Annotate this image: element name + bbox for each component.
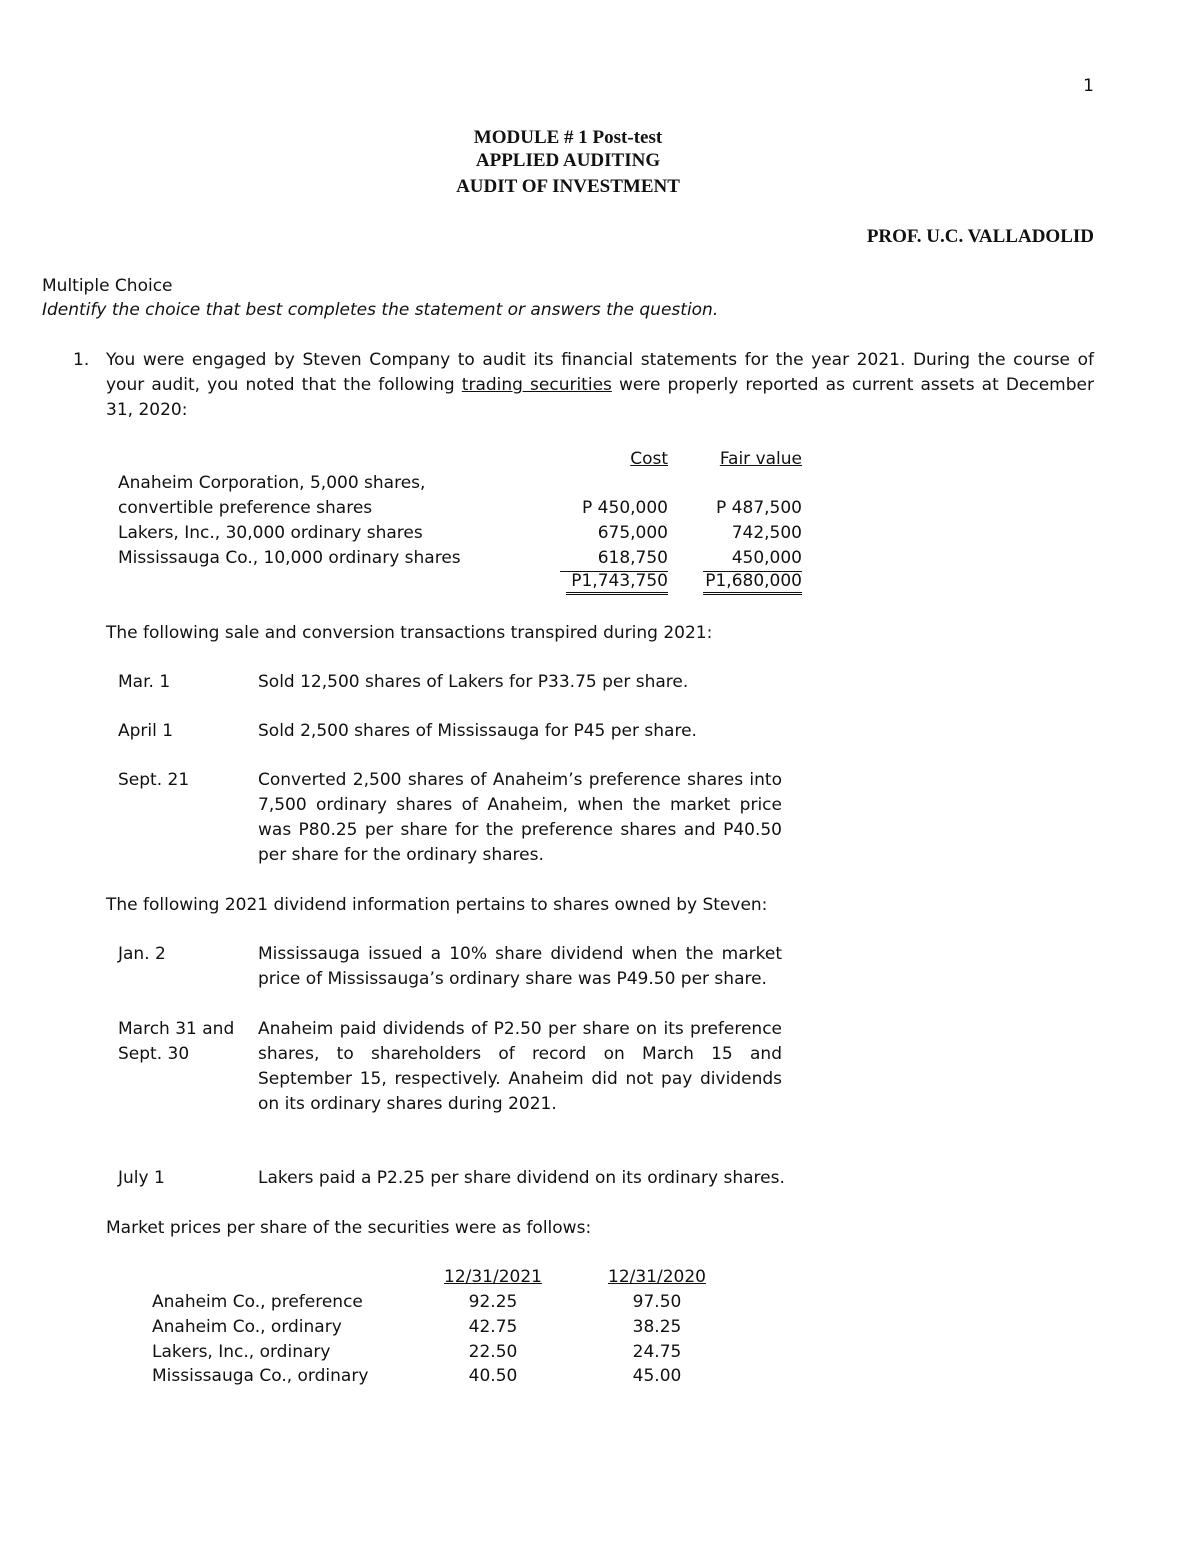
dividend-date-2-line1: March 31 and [118, 1019, 235, 1039]
row2-fair: 742,500 [731, 523, 802, 543]
price-row-4-label: Mississauga Co., ordinary [152, 1366, 369, 1386]
transactions-intro: The following sale and conversion transactions transpired during 2021: [106, 623, 713, 643]
row2-cost: 675,000 [597, 523, 668, 543]
header-cost: Cost [630, 449, 668, 469]
row1-label-line2: convertible preference shares [118, 498, 373, 518]
row3-cost: 618,750 [560, 546, 668, 572]
total-fair: P1,680,000 [703, 570, 802, 595]
module-title: MODULE # 1 Post-test [473, 127, 663, 148]
transaction-date-2: April 1 [118, 721, 174, 741]
price-row-1-2021: 92.25 [468, 1292, 518, 1312]
dividend-date-3: July 1 [118, 1168, 165, 1188]
section-instruction: Identify the choice that best completes the statement or answers the question. [42, 300, 719, 320]
dividend-date-2-line2: Sept. 30 [118, 1044, 190, 1064]
col-2020: 12/31/2020 [608, 1267, 706, 1287]
price-row-3-2020: 24.75 [632, 1342, 682, 1362]
price-row-1-label: Anaheim Co., preference [152, 1292, 363, 1312]
transaction-date-3: Sept. 21 [118, 770, 190, 790]
col-2021: 12/31/2021 [444, 1267, 542, 1287]
row1-fair: P 487,500 [716, 498, 802, 518]
price-row-3-2021: 22.50 [468, 1342, 518, 1362]
price-row-2-label: Anaheim Co., ordinary [152, 1317, 342, 1337]
question-text-before: You were engaged by Steven Company to audit its financial statements for the year 2021. During the course of your audit, you noted that the following [106, 350, 1094, 395]
price-row-2-2021: 42.75 [468, 1317, 518, 1337]
row3-label: Mississauga Co., 10,000 ordinary shares [118, 548, 461, 568]
price-row-1-2020: 97.50 [632, 1292, 682, 1312]
transaction-text-3: Converted 2,500 shares of Anaheim’s preference shares into 7,500 ordinary shares of Anaheim, when the market price was P80.25 per share for the preference shares and P40.50 per share for the ordinary shares. [258, 770, 782, 865]
price-row-3-label: Lakers, Inc., ordinary [152, 1342, 331, 1362]
row2-label: Lakers, Inc., 30,000 ordinary shares [118, 523, 423, 543]
transaction-text-2: Sold 2,500 shares of Mississauga for P45 per share. [258, 721, 697, 741]
question-text [106, 348, 1094, 423]
header-fair-value: Fair value [719, 449, 802, 469]
market-prices-intro: Market prices per share of the securities were as follows: [106, 1218, 592, 1238]
price-row-2-2020: 38.25 [632, 1317, 682, 1337]
total-cost: P1,743,750 [566, 570, 668, 595]
professor-name: PROF. U.C. VALLADOLID [866, 226, 1094, 247]
question-number: 1. [73, 350, 90, 370]
price-row-4-2021: 40.50 [468, 1366, 518, 1386]
dividend-text-3: Lakers paid a P2.25 per share dividend on its ordinary shares. [258, 1168, 785, 1188]
dividends-intro: The following 2021 dividend information pertains to shares owned by Steven: [106, 895, 768, 915]
question-text-after: were properly reported as current assets at December 31, 2020: [106, 375, 1094, 420]
transaction-text-1: Sold 12,500 shares of Lakers for P33.75 per share. [258, 672, 689, 692]
trading-securities-term: trading securities [461, 375, 612, 395]
row1-cost: P 450,000 [582, 498, 668, 518]
price-row-4-2020: 45.00 [632, 1366, 682, 1386]
topic-title: AUDIT OF INVESTMENT [456, 176, 680, 197]
transaction-date-1: Mar. 1 [118, 672, 171, 692]
dividend-text-1: Mississauga issued a 10% share dividend when the market price of Mississauga’s ordinary share was P49.50 per share. [258, 944, 782, 989]
course-title: APPLIED AUDITING [475, 150, 661, 171]
row1-label-line1: Anaheim Corporation, 5,000 shares, [118, 473, 426, 493]
section-title: Multiple Choice [42, 276, 173, 296]
dividend-date-1: Jan. 2 [118, 944, 166, 964]
row3-fair: 450,000 [703, 546, 802, 572]
page-number: 1 [1083, 76, 1094, 96]
dividend-text-2: Anaheim paid dividends of P2.50 per share on its preference shares, to shareholders of record on March 15 and September 15, respectively. Anaheim did not pay dividends on its ordinary shares during 2021. [258, 1019, 782, 1114]
